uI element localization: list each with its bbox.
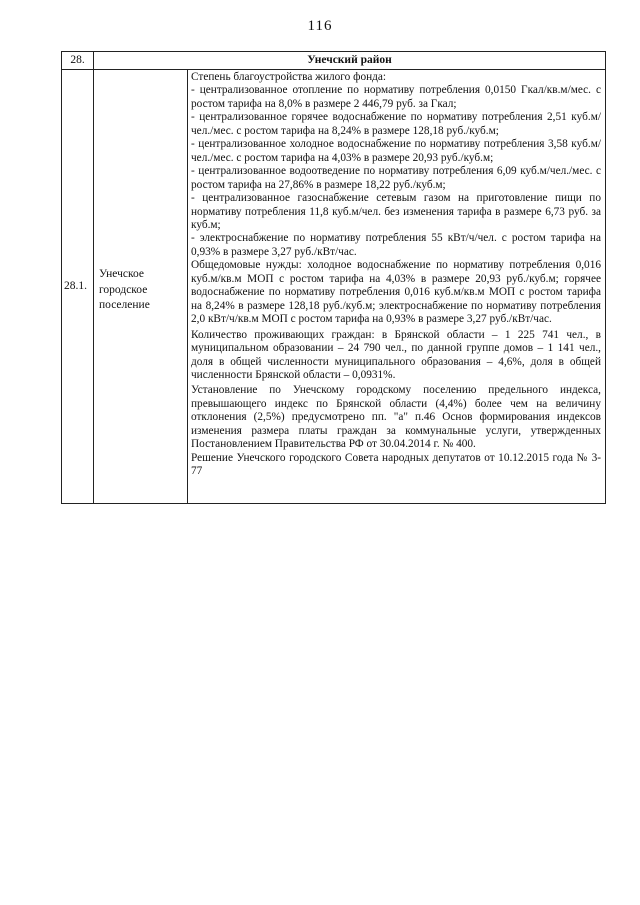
- row-content: [188, 70, 606, 504]
- row-number: 28.1.: [62, 70, 94, 504]
- paragraph: Решение Унечского городского Совета народных депутатов от 10.12.2015 года № 3-77: [191, 451, 601, 478]
- district-number: 28.: [62, 52, 94, 70]
- paragraph: - централизованное отопление по нормативу потребления 0,0150 Гкал/кв.м/мес. с ростом тарифа на 8,0% в размере 2 446,79 руб. за Гкал;: [191, 84, 601, 110]
- paragraph: - централизованное горячее водоснабжение по нормативу потребления 2,51 куб.м/чел./мес. с ростом тарифа на 8,24% в размере 128,18 руб./куб.м;: [191, 111, 601, 137]
- tariff-table: [61, 51, 606, 504]
- paragraph: - электроснабжение по нормативу потребления 55 кВт/ч/чел. с ростом тарифа на 0,93% в размере 3,27 руб./кВт/час.: [191, 232, 601, 258]
- paragraph: Общедомовые нужды: холодное водоснабжение по нормативу потребления 0,016 куб.м/кв.м МОП с ростом тарифа на 4,03% в размере 20,93 руб./куб.м; горячее водоснабжение по нормативу потребления 0,016 куб.м/кв.м МОП с ростом тарифа на 8,24% в размере 128,18 руб./куб.м; электроснабжение по нормативу потребления 2,0 кВт/ч/кв.м МОП с ростом тарифа на 0,93% в размере 3,27 руб./кВт/час.: [191, 259, 601, 326]
- table-header-row: [62, 52, 606, 70]
- page-number: 116: [307, 18, 333, 34]
- paragraph: - централизованное водоотведение по нормативу потребления 6,09 куб.м/чел./мес. с ростом тарифа на 27,86% в размере 18,22 руб./куб.м;: [191, 165, 601, 191]
- paragraph: Установление по Унечскому городскому поселению предельного индекса, превышающего индекс по Брянской области (4,4%) более чем на величину отклонения (2,5%) предусмотрено пп. "а" п.46 Основ формирования индексов изменения размера платы граждан за коммунальные услуги, утвержденных Постановлением Правительства РФ от 30.04.2014 г. № 400.: [191, 384, 601, 451]
- paragraph: Степень благоустройства жилого фонда:: [191, 71, 387, 83]
- paragraph: - централизованное газоснабжение сетевым газом на приготовление пищи по нормативу потребления 11,8 куб.м/чел. без изменения тарифа в размере 6,73 руб. за куб.м;: [191, 192, 601, 231]
- paragraph: - централизованное холодное водоснабжение по нормативу потребления 3,58 куб.м/чел./мес. с ростом тарифа на 4,03% в размере 20,93 руб./куб.м;: [191, 138, 601, 164]
- table-row: [62, 70, 606, 504]
- district-title: Унечский район: [94, 52, 606, 70]
- settlement-name: Унечское городское поселение: [94, 70, 188, 504]
- paragraph: Количество проживающих граждан: в Брянской области – 1 225 741 чел., в муниципальном образовании – 24 790 чел., по данной группе домов – 1 141 чел., доля в общей численности муниципального образования – 4,6%, доля в общей численности Брянской области – 0,0931%.: [191, 328, 601, 381]
